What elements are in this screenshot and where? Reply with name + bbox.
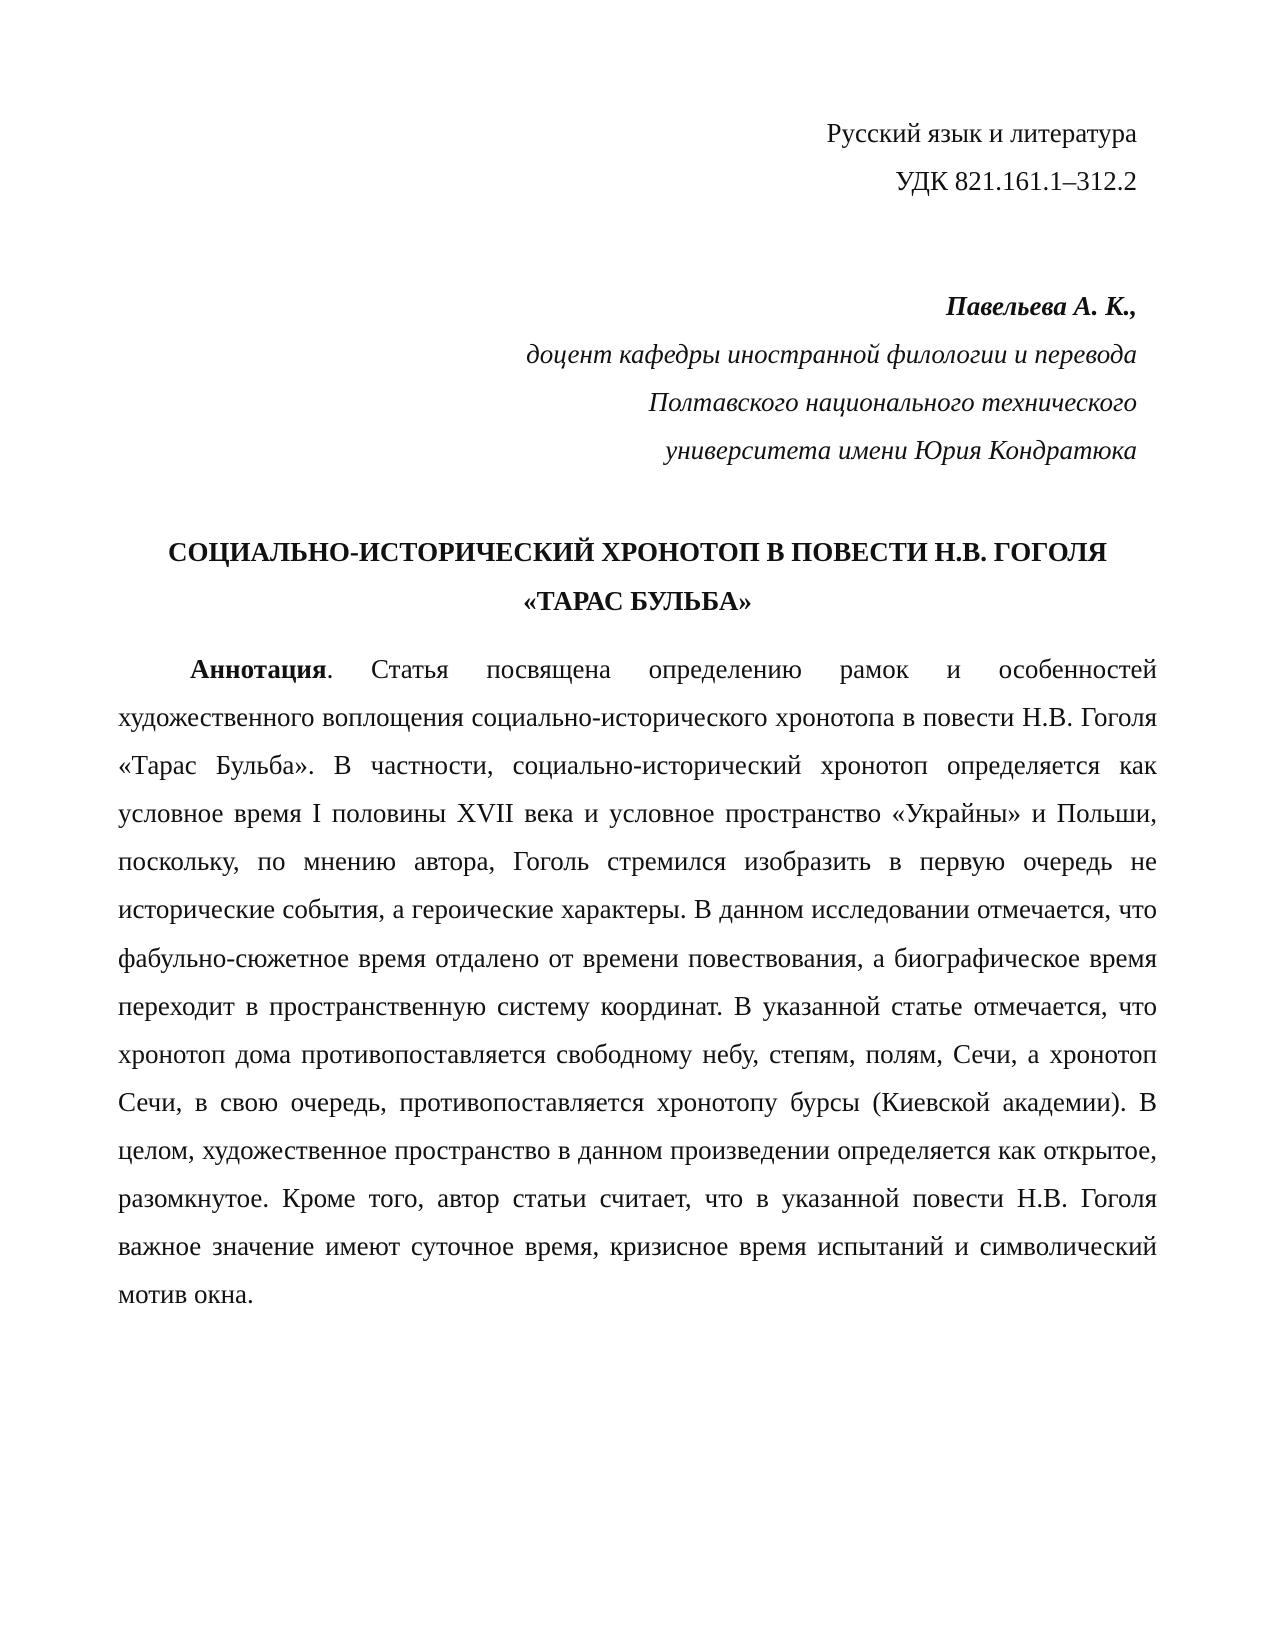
article-title [118,528,1157,626]
udc-code: УДК 821.161.1–312.2 [895,166,1137,196]
abstract-label: Аннотация [190,654,327,684]
author-position-line-2: Полтавского национального технического [648,387,1137,417]
author-position-line-1: доцент кафедры иностранной филологии и перевода [526,339,1137,369]
author-block [526,282,1137,474]
article-title-line-1: СОЦИАЛЬНО-ИСТОРИЧЕСКИЙ ХРОНОТОП В ПОВЕСТИ Н.В. ГОГОЛЯ [167,537,1108,567]
article-title-line-2: «ТАРАС БУЛЬБА» [523,586,752,616]
abstract-text: . Статья посвящена определению рамок и особенностей художественного воплощения социально-исторического хронотопа в повести Н.В. Гоголя «Тарас Бульба». В частности, социально-исторический хронотоп определяется как условное время I половины XVII века и условное пространство «Украйны» и Польши, поскольку, по мнению автора, Гоголь стремился изобразить в первую очередь не исторические события, а героические характеры. В данном исследовании отмечается, что фабульно-сюжетное время отдалено от времени повествования, а биографическое время переходит в пространственную систему координат. В указанной статье отмечается, что хронотоп дома противопоставляется свободному небу, степям, полям, Сечи, а хронотоп Сечи, в свою очередь, противопоставляется хронотопу бурсы (Киевской академии). В целом, художественное пространство в данном произведении определяется как открытое, разомкнутое. Кроме того, автор статьи считает, что в указанной повести Н.В. Гоголя важное значение имеют суточное время, кризисное время испытаний и символический мотив окна. [118,654,1157,1310]
author-position-line-3: университета имени Юрия Кондратюка [665,435,1137,465]
abstract-paragraph [118,645,1157,1318]
header-block [827,109,1137,205]
section-title: Русский язык и литература [826,118,1137,148]
author-name: Павельева А. К., [945,291,1137,321]
